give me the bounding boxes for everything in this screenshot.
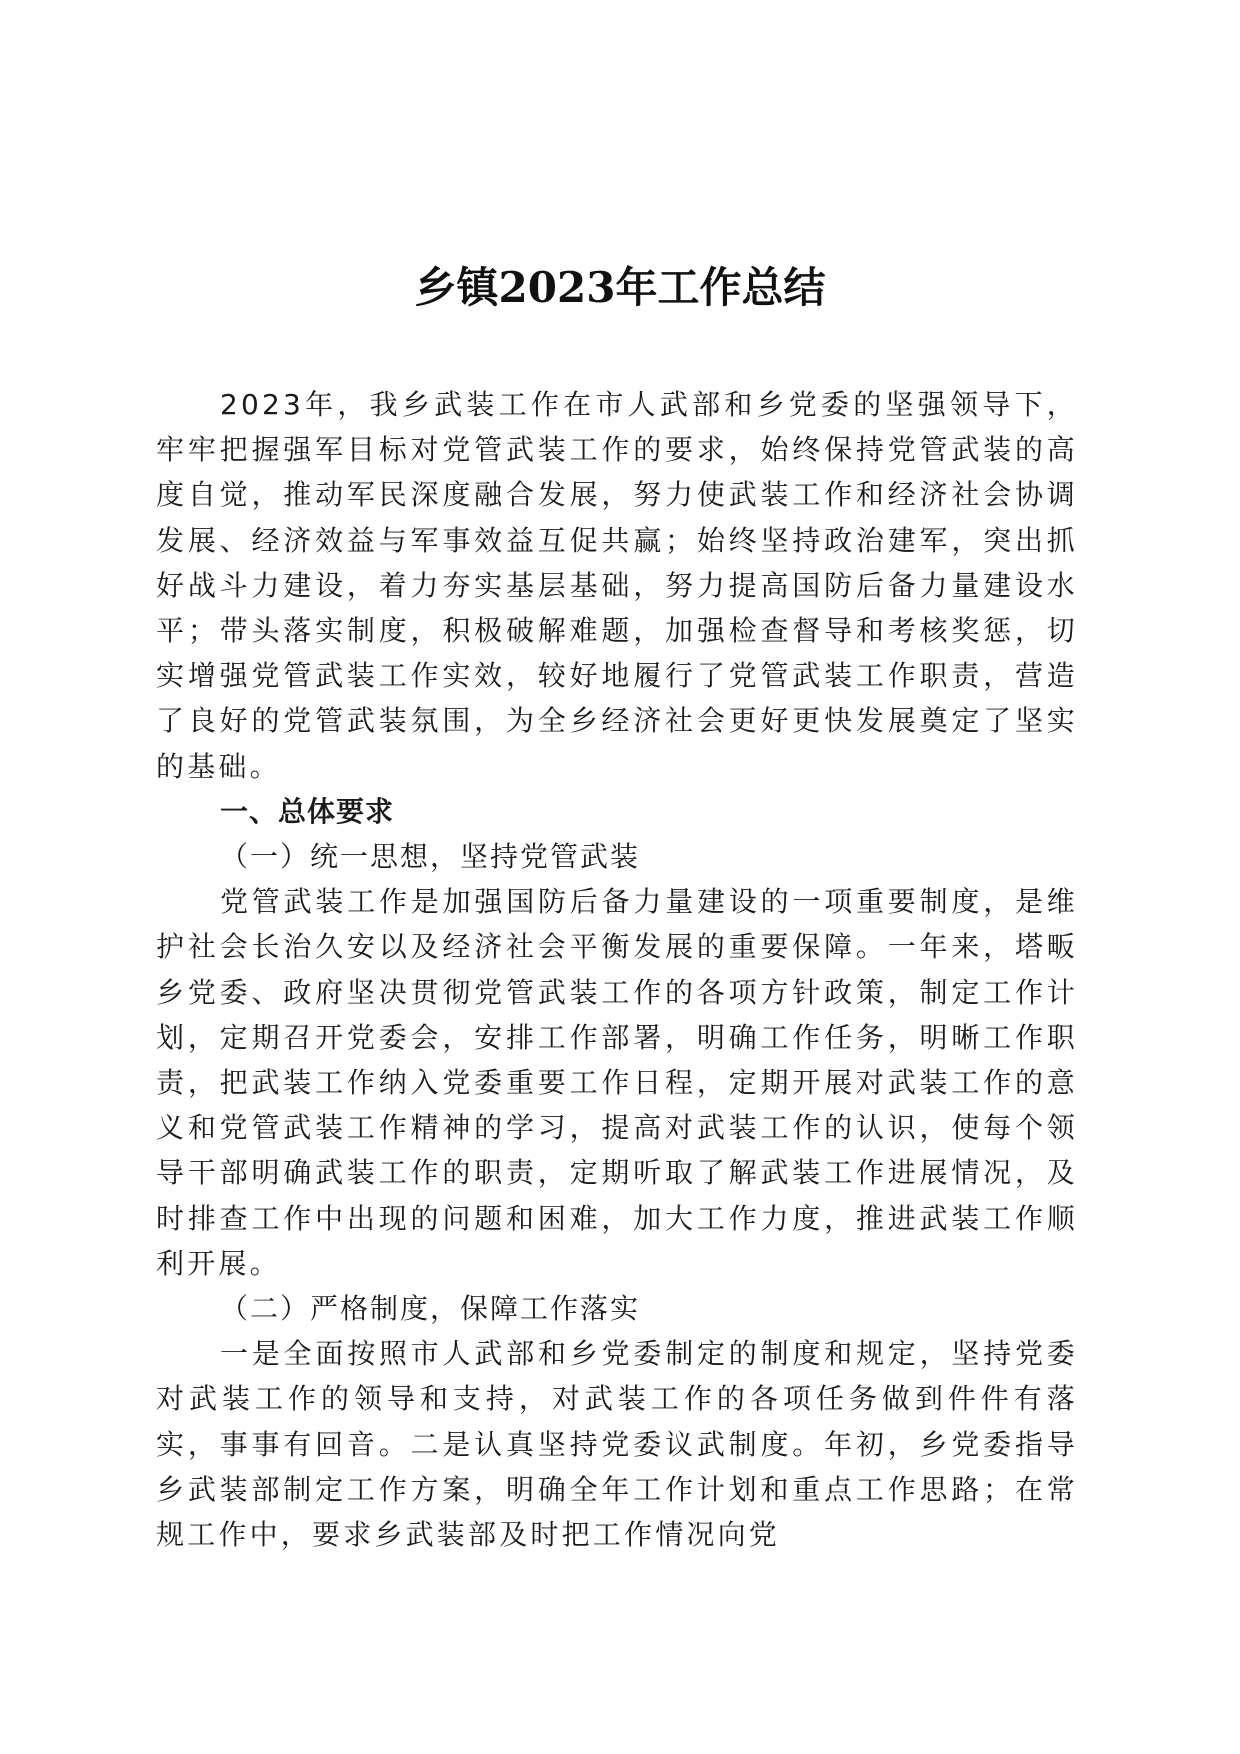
body-paragraph: 一是全面按照市人武部和乡党委制定的制度和规定，坚持党委对武装工作的领导和支持，对武装工作的各项任务做到件件有落实，事事有回音。二是认真坚持党委议武制度。年初，乡党委指导乡武装部制定工作方案，明确全年工作计划和重点工作思路；在常规工作中，要求乡武装部及时把工作情况向党 (156, 1337, 1078, 1552)
intro-paragraph: 2023年，我乡武装工作在市人武部和乡党委的坚强领导下，牢牢把握强军目标对党管武装工作的要求，始终保持党管武装的高度自觉，推动军民深度融合发展，努力使武装工作和经济社会协调发展、经济效益与军事效益互促共赢；始终坚持政治建军，突出抓好战斗力建设，着力夯实基层基础，努力提高国防后备力量建设水平；带头落实制度，积极破解难题，加强检查督导和考核奖惩，切实增强党管武装工作实效，较好地履行了党管武装工作职责，营造了良好的党管武装氛围，为全乡经济社会更好更快发展奠定了坚实的基础。 (156, 388, 1078, 783)
body-paragraph: 党管武装工作是加强国防后备力量建设的一项重要制度，是维护社会长治久安以及经济社会平衡发展的重要保障。一年来，塔畈乡党委、政府坚决贯彻党管武装工作的各项方针政策，制定工作计划，定期召开党委会，安排工作部署，明确工作任务，明晰工作职责，把武装工作纳入党委重要工作日程，定期开展对武装工作的意义和党管武装工作精神的学习，提高对武装工作的认识，使每个领导干部明确武装工作的职责，定期听取了解武装工作进展情况，及时排查工作中出现的问题和困难，加大工作力度，推进武装工作顺利开展。 (156, 885, 1078, 1280)
document-body (156, 382, 1078, 1557)
section-heading: 一、总体要求 (220, 794, 395, 828)
document-title: 乡镇2023年工作总结 (414, 263, 826, 312)
subsection-heading: （一）统一思想，坚持党管武装 (220, 840, 641, 874)
subsection-heading: （二）严格制度，保障工作落实 (220, 1292, 641, 1326)
